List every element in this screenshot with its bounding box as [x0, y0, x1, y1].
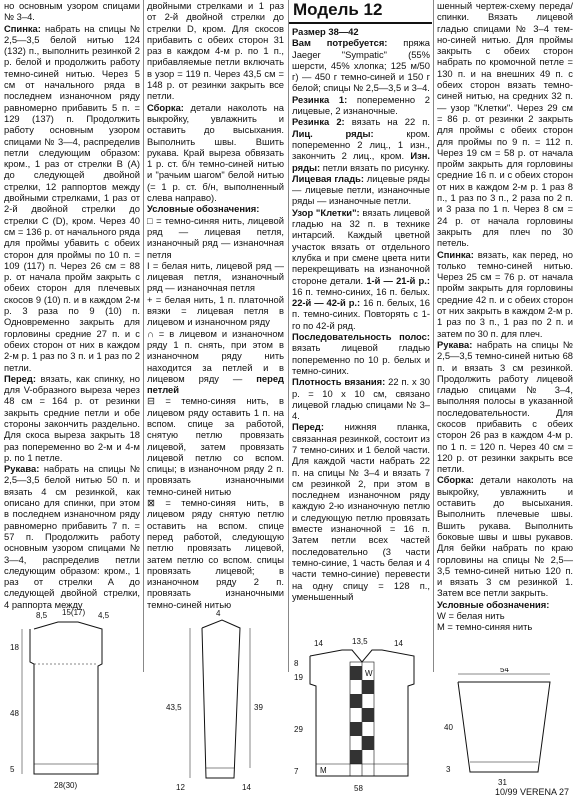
dimension-label: 58	[354, 784, 363, 793]
section-heading: Вам потребуется:	[292, 37, 388, 49]
dimension-label: 3	[446, 765, 451, 774]
legend-item: W = белая нить	[437, 610, 505, 622]
paragraph: набрать на спицы № 2,5—3,5 белой нитью 50 п. и вязать 4 см резинкой, как описано для спинки, при этом в последнем изнаночном ряду равномерно прибавить 7 п. = 57 п. Продолжить работу основным узором спицами № 3—4, распределив петли следующим образом: кром., 1 раз от стрелки	[4, 463, 140, 588]
legend-item: = темно-синяя нить, в лицевом ряду оставить 1 п. на вспом. спице	[147, 395, 284, 429]
paragraph: детали наколоть на выкройку, увлажнить и оставить до высыхания. Выполнить плечевые швы. Вшить рукава. Выполнить боковые швы и швы рукавов. Для бейки набрать по краю горловины на спицы № 2,5—3,5 темно-синей нитью 120 п. и вязать 3 см резинкой 1. Затем все петли закрыть.	[437, 474, 573, 599]
dimension-label: 14	[242, 783, 251, 792]
legend-heading: Условные обозначения:	[437, 598, 550, 610]
paragraph: С (D), кром. Через 40 см = 136 р. от начального ряда для проймы убавить с обеих сторон для проймы по 10 п. = 109 (117) п. Через 26 см = 88 р. от начала пройм закрыть с обеих сторон для плечевых скосов 9 (10) п. и в каждом 2-м р. 3 раза по 9 (10) п. Одновременно закрыть для горловины средние 27 п. и с обеих сторон от них в каждом 2-м р. 1 раз по 3 п. и 1 раз по 2 петли.	[4, 214, 140, 373]
legend-item: за работой, снятую петлю провязать лицевой, затем провязать лицевой петлю со вспом. спицы; в изнаночном ряду 2 п. провязать изнаночными темно-синей нитью	[147, 417, 284, 497]
paragraph: D, кром. Для скосов прибавить с обеих сторон 31 раз в каждом 4-м р. по 1 п., прибавляемые петли включать в узор = 119 п. Через 43,5 см = 148 р. от резинки закрыть все петли.	[147, 22, 285, 102]
column-2	[147, 0, 284, 610]
dimension-label: 43,5	[166, 703, 182, 712]
legend-item: M = темно-синяя нить	[437, 621, 533, 633]
pattern-diagram-body	[6, 604, 141, 799]
color-letter: W	[365, 669, 373, 678]
paragraph: вязать, как спинку, но для V-образного выреза через 48 см = 164 р. от резинки закрыть средние петли и обе стороны закончить раздельно. Для скоса выреза закрыть 18 раз попеременно во 2-м и 4-м р. по 1 петле.	[4, 372, 140, 463]
section-heading: Сборка:	[437, 474, 474, 486]
paragraph: вязать, как перед, но только темно-синей нитью. Через 25 см = 76 р. от начала пройм закрыть для горловины средние 42 п. и с обеих сторон от них закрыть в каждом 2-м р. 1 раз по 3 п., 1 раз по 2 п. и затем по 30 п. для плеч.	[437, 248, 573, 339]
dimension-label: 31	[498, 778, 507, 787]
section-heading: Спинка:	[4, 22, 41, 34]
paragraph: А до следующей двойной стрелки, 4 раппорта между	[4, 576, 140, 610]
legend-heading: Условные обозначения:	[147, 203, 260, 215]
size-heading: Размер 38—42	[292, 26, 359, 37]
paragraph: попеременно 2 лицевые, 2 изнаночные.	[292, 93, 430, 117]
paragraph: вязать на 22 п.	[351, 116, 430, 128]
dimension-label: 14	[394, 639, 403, 648]
section-heading: Лицевая гладь:	[292, 172, 365, 184]
legend-item: перед работой, следующую петлю провязать лицевой, затем петлю со вспом. спицы провязать лицевой; в изнаночном ряду 2 п. провязать изнаночными темно-синей нитью	[147, 530, 284, 610]
column-4	[437, 0, 573, 633]
column-1	[4, 0, 140, 610]
section-heading: Резинка 1:	[292, 93, 348, 105]
dimension-label: 28(30)	[54, 781, 78, 790]
dimension-label: 14	[314, 639, 323, 648]
section-heading: Перед:	[292, 421, 324, 433]
dimension-label: 12	[176, 783, 185, 792]
dimension-label: 18	[10, 643, 19, 652]
legend-symbol-icon: ⊠	[147, 497, 166, 509]
dimension-label: 54	[500, 668, 509, 674]
column-divider	[143, 0, 144, 672]
dimension-label: 4	[216, 610, 221, 618]
section-heading: Перед:	[4, 372, 36, 384]
legend-symbol-icon: ⊟	[147, 395, 166, 407]
dimension-label: 7	[294, 767, 299, 776]
legend-item: = темно-синяя нить, в лицевом ряду снятую петлю оставить на вспом. спице	[147, 497, 284, 531]
paragraph: вязать лицевой гладью на 32 п. в технике интарсий. Каждый цветной участок вязать от отдельного клубка и при смене цвета нити перекрещивать на изнаночной стороне детали.	[292, 206, 430, 286]
paragraph: 22 п. x 30 р. = 10 x 10 см, связано лицевой гладью спицами № 3–4.	[292, 376, 430, 422]
row-range: 1-й — 21-й р.:	[366, 274, 430, 286]
paragraph: 16 п. темно-синих, 16 п. белых.	[292, 285, 430, 297]
pattern-diagram-sleeve	[150, 610, 285, 800]
model-title: Модель 12	[293, 0, 383, 19]
paragraph: В (А) до следующей двойной стрелки, 12 раппортов между двойными стрелками, 1 раз от 2-й двойной стрелки до стрелки	[4, 158, 140, 226]
legend-item: + = белая нить, 1 п. платочной вязки = лицевая петля в лицевом и изнаночном ряду	[147, 293, 284, 328]
paragraph: набрать на спицы № 2,5—3,5 темно-синей нитью 68 п. и вязать 3 см резинкой. Продолжить работу лицевой гладью спицами № 3–4, выполняя полосы в указанной последовательности. Для скосов прибавить с обеих сторон 26 раз в каждом 4-м р. по 1 п. = 120 п. Через 40 см = 120 р. от резинки закрыть все петли.	[437, 338, 573, 475]
dimension-label: 40	[444, 723, 453, 732]
paragraph: набрать на спицы № 2,5—3,5 белой нитью 124 (132) п., выполнить резинкой 2 р. белой и продолжить работу темно-синей нитью. Через 5 см от начального ряда в последнем изнаночном ряду равномерно прибавить 5 п. = 129 (137) п. Продолжить работу основным узором спицами № 3—4, распределив петли следующим образом: кром., 1 раз от стрелки	[4, 22, 140, 170]
paragraph: но основным узором спицами № 3–4.	[4, 0, 140, 23]
section-heading: Спинка:	[437, 248, 474, 260]
paragraph: 2, при этом в последнем изнаночном ряду каждую 2-ю изнаночную петлю и следующую петлю провязать вместе изнаночной = 16 п. Затем петли всех частей последовательно (3 части темно-синие, 1 часть белая и 4 части темно-синие) перевести на одну спицу = 128 п., уменьшенный	[292, 477, 430, 602]
dimension-label: 5	[10, 765, 15, 774]
section-heading: Резинка 2:	[292, 116, 345, 128]
legend-item: I = белая нить, лицевой ряд — лицевая петля, изнаночный ряд — изнаночная петля	[147, 259, 284, 294]
dimension-label: 48	[10, 709, 19, 718]
column-3	[292, 26, 430, 602]
legend-item: □ = темно-синяя нить, лицевой ряд — лицевая петля, изнаночный ряд — изнаночная петля	[147, 214, 284, 260]
dimension-label: 29	[294, 725, 303, 734]
dimension-label: 8	[294, 659, 299, 668]
paragraph: лицевые ряды — лицевые петли, изнаночные ряды — изнаночные петли.	[292, 172, 430, 207]
section-heading: Рукава:	[437, 338, 473, 350]
page-footer: 10/99 VERENA 27	[494, 787, 569, 797]
section-heading: Узор "Клетки":	[292, 206, 360, 218]
dimension-label: 8,5	[36, 611, 48, 620]
dimension-label: 39	[254, 703, 263, 712]
paragraph: вязать лицевой гладью попеременно по 10 р. белых и темно-синих.	[292, 342, 430, 376]
section-heading: Сборка:	[147, 101, 184, 113]
section-heading: Последовательность полос:	[292, 331, 430, 343]
legend-item: ∩ = в лицевом и изнаночном ряду 1 п. снять, при этом в изнаночном ряду нить находится за петлей и в лицевом ряду —	[147, 327, 284, 384]
paragraph: кром. попеременно 2 лиц., 1 изн., закончить 2 лиц., кром.	[292, 127, 431, 162]
section-heading: Рукава:	[4, 463, 40, 475]
dimension-label: 13,5	[352, 637, 368, 646]
column-divider	[288, 0, 289, 672]
paragraph: шенный чертеж-схему переда/спинки. Вязать лицевой гладью спицами № 3–4 тем-но-синей нитью. Для проймы закрыть с обеих сторон набрать по кромочной петле = 130 п. и на внешних 49 п. с обеих сторон вязать темно-синей нитью, на средних 32 п. — узор "Клетки". Через 29 см = 86 р. от резинки	[437, 0, 573, 124]
dimension-label: 19	[294, 673, 303, 682]
color-letter: M	[320, 766, 327, 775]
paragraph: петли вязать по рисунку.	[322, 161, 430, 173]
section-heading: Лиц. ряды:	[292, 127, 374, 139]
paragraph: нижняя планка, связанная резинкой, состоит из 7 темно-синих и 1 белой части. Для каждой части набрать 22 п. на спицы № 3–4 и вязать 7 см резинкой	[292, 421, 431, 489]
model-header	[289, 0, 432, 24]
row-range: 22-й — 42-й р.:	[292, 297, 361, 309]
paragraph: двойными стрелками и 1 раз от 2-й двойной стрелки до стрелки	[147, 0, 284, 34]
dimension-label: 15(17)	[62, 608, 86, 617]
dimension-label: 4,5	[98, 611, 110, 620]
section-heading: Плотность вязания:	[292, 376, 386, 388]
column-divider	[433, 0, 434, 672]
paragraph: 2 закрыть для проймы с обеих сторон для проймы по 9 п. = 112 п. Через 19 см = 58 р. от начала пройм закрыть для горловины средние 16 п. и с обеих сторон от них в каждом 2-м р. 1 раз 8 п., 1 раз по 3 п., 2 раза по 2 п. и 3 раза по 1 п. Через 8 см = 24 р. от начала горловины закрыть для плеч по 30 петель.	[437, 112, 573, 249]
pattern-diagram-sleeve-2	[438, 668, 573, 793]
legend-item: перед петлей	[147, 372, 285, 396]
section-heading: Изн. ряды:	[292, 150, 430, 173]
paragraph: пряжа Jaeger "Sympatic" (55% шерсти, 45% хлопка; 125 м/50 г) — 450 г темно-синей и 150 г белой; спицы № 2,5—3,5 и 3–4.	[292, 37, 430, 94]
paragraph: детали наколоть на выкройку, увлажнить и оставить до высыхания. Выполнить швы. Вшить рукава. Край выреза обвязать 1 р. ст. б/н темно-синей нитью и "рачьим шагом" белой нитью (= 1 р. ст. б/н, выполненный слева направо).	[147, 101, 285, 204]
pattern-diagram-front-checks	[290, 636, 435, 801]
paragraph: 16 п. белых, 16 п. темно-синих. Повторять с 1-го по 42-й ряд.	[292, 297, 430, 331]
